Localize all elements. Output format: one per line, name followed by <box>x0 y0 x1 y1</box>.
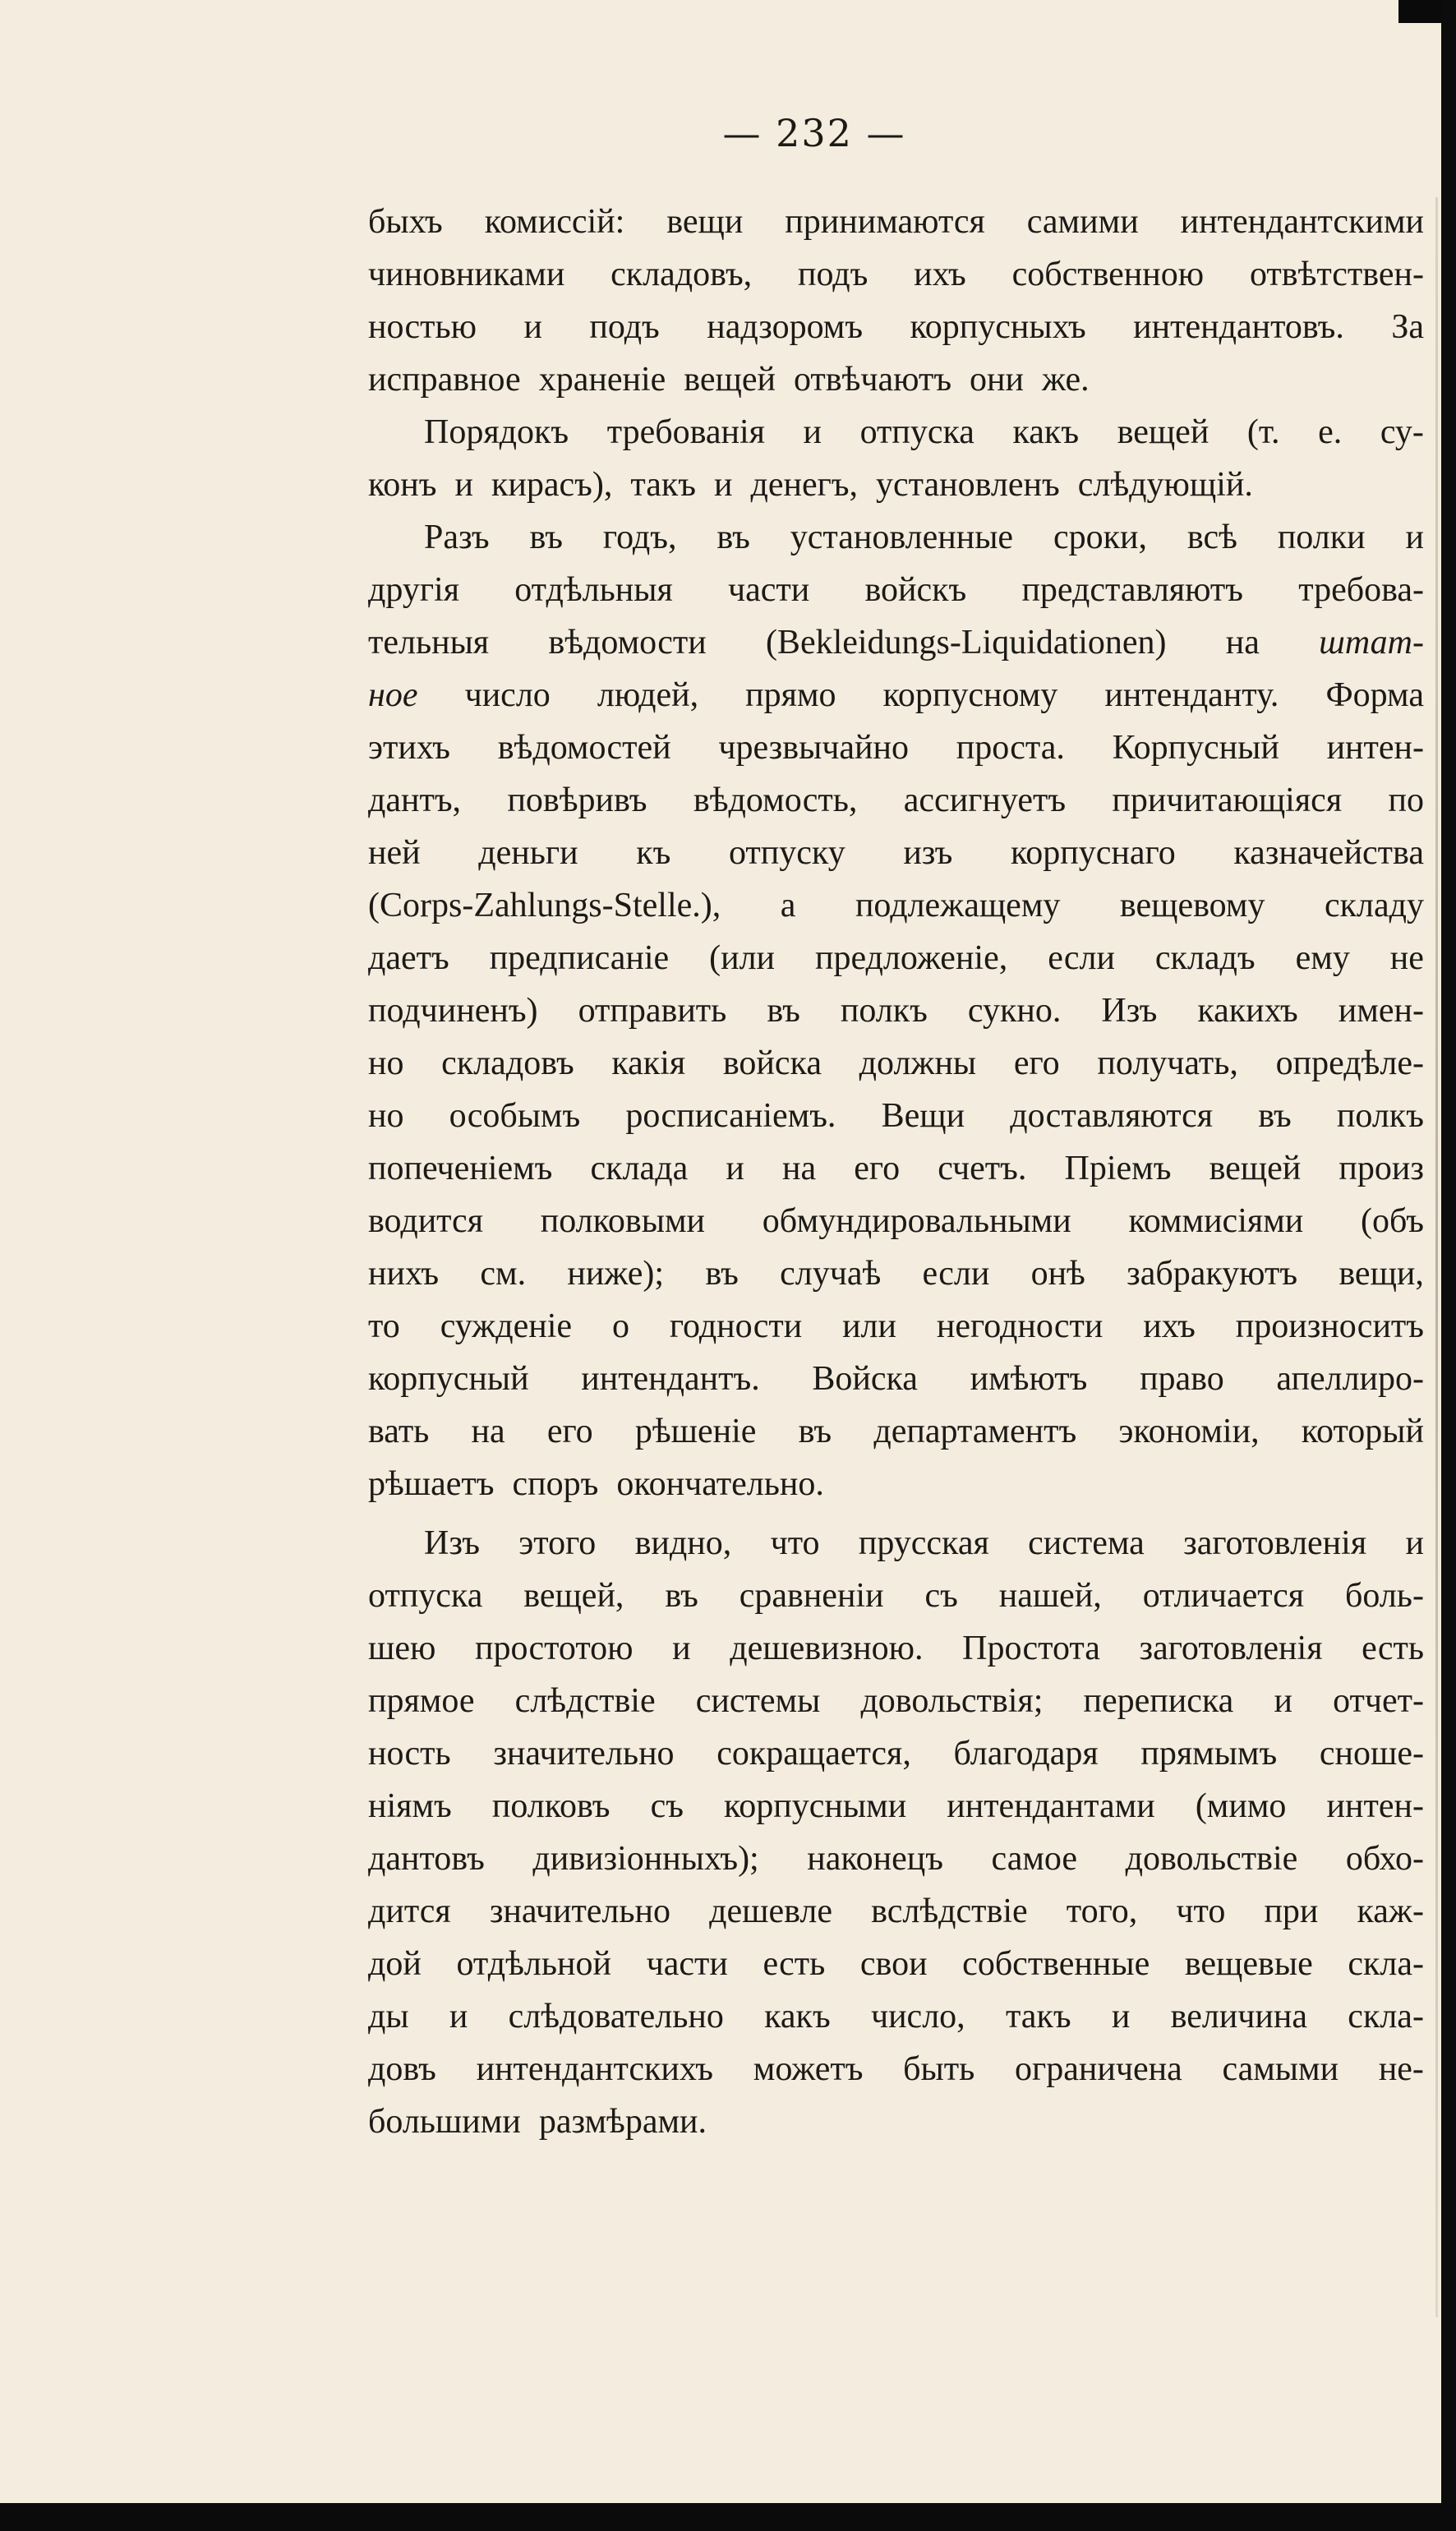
text-line: этихъ вѣдомостей чрезвычайно проста. Корпусный интен- <box>368 729 1424 767</box>
text-line: вать на его рѣшеніе въ департаментъ экономіи, который <box>368 1413 1424 1450</box>
scan-border-right <box>1441 0 1456 2531</box>
text-line: но особымъ росписаніемъ. Вещи доставляются въ полкъ <box>368 1097 1424 1135</box>
text-line: чиновниками складовъ, подъ ихъ собственною отвѣтствен- <box>368 256 1424 293</box>
text-line: подчиненъ) отправить въ полкъ сукно. Изъ какихъ имен- <box>368 992 1424 1030</box>
text-line: дится значительно дешевле вслѣдствіе того, что при каж- <box>368 1892 1424 1930</box>
text-line: ностью и подъ надзоромъ корпусныхъ интендантовъ. За <box>368 308 1424 346</box>
body-text <box>368 196 1424 2148</box>
text-line: довъ интендантскихъ можетъ быть ограничена самыми не- <box>368 2050 1424 2088</box>
text-line: то сужденіе о годности или негодности ихъ произноситъ <box>368 1307 1424 1345</box>
text-line: ность значительно сокращается, благодаря прямымъ сноше- <box>368 1735 1424 1773</box>
text-line: дантовъ дивизіонныхъ); наконецъ самое довольствіе обхо- <box>368 1840 1424 1878</box>
page-fold-shadow <box>1435 197 1438 2317</box>
paragraph <box>368 406 1424 511</box>
text-line: дантъ, повѣривъ вѣдомость, ассигнуетъ причитающіяся по <box>368 781 1424 819</box>
text-line: корпусный интендантъ. Войска имѣютъ право апеллиро- <box>368 1360 1424 1398</box>
text-line: ніямъ полковъ съ корпусными интендантами (мимо интен- <box>368 1787 1424 1825</box>
text-line: ное число людей, прямо корпусному интенданту. Форма <box>368 676 1424 714</box>
text-line: нихъ см. ниже); въ случаѣ если онѣ забракуютъ вещи, <box>368 1255 1424 1293</box>
text-line: (Corps-Zahlungs-Stelle.), а подлежащему вещевому складу <box>368 887 1424 924</box>
paragraph <box>368 511 1424 1510</box>
text-line: ды и слѣдовательно какъ число, такъ и величина скла- <box>368 1998 1424 2035</box>
text-line: другія отдѣльныя части войскъ представляютъ требова- <box>368 571 1424 609</box>
text-line: тельныя вѣдомости (Bekleidungs-Liquidationen) на штат- <box>368 624 1424 662</box>
paragraph <box>368 1517 1424 2148</box>
paragraph-gap <box>368 1510 1424 1517</box>
text-line: дой отдѣльной части есть свои собственные вещевые скла- <box>368 1945 1424 1983</box>
text-line: прямое слѣдствіе системы довольствія; переписка и отчет- <box>368 1682 1424 1720</box>
text-line: большими размѣрами. <box>368 2103 707 2141</box>
text-line: Порядокъ требованія и отпуска какъ вещей (т. е. су- <box>424 413 1424 451</box>
text-line: но складовъ какія войска должны его получать, опредѣле- <box>368 1044 1424 1082</box>
text-line: шею простотою и дешевизною. Простота заготовленія есть <box>368 1630 1424 1667</box>
text-line: водится полковыми обмундировальными коммисіями (объ <box>368 1202 1424 1240</box>
text-line: Разъ въ годъ, въ установленные сроки, всѣ полки и <box>424 519 1424 556</box>
page-number: — 232 — <box>722 111 906 155</box>
text-line: рѣшаетъ споръ окончательно. <box>368 1465 824 1503</box>
scan-border-bottom <box>0 2503 1456 2531</box>
text-line: конъ и кирасъ), такъ и денегъ, установленъ слѣдующій. <box>368 466 1253 504</box>
text-line: Изъ этого видно, что прусская система заготовленія и <box>424 1524 1424 1562</box>
text-line: ней деньги къ отпуску изъ корпуснаго казначейства <box>368 834 1424 872</box>
text-line: попеченіемъ склада и на его счетъ. Пріемъ вещей произ <box>368 1150 1424 1187</box>
text-line: исправное храненіе вещей отвѣчаютъ они же. <box>368 361 1090 399</box>
text-line: отпуска вещей, въ сравненіи съ нашей, отличается боль- <box>368 1577 1424 1615</box>
text-line: даетъ предписаніе (или предложеніе, если складъ ему не <box>368 939 1424 977</box>
text-line: быхъ комиссій: вещи принимаются самими интендантскими <box>368 203 1424 241</box>
paragraph <box>368 196 1424 406</box>
